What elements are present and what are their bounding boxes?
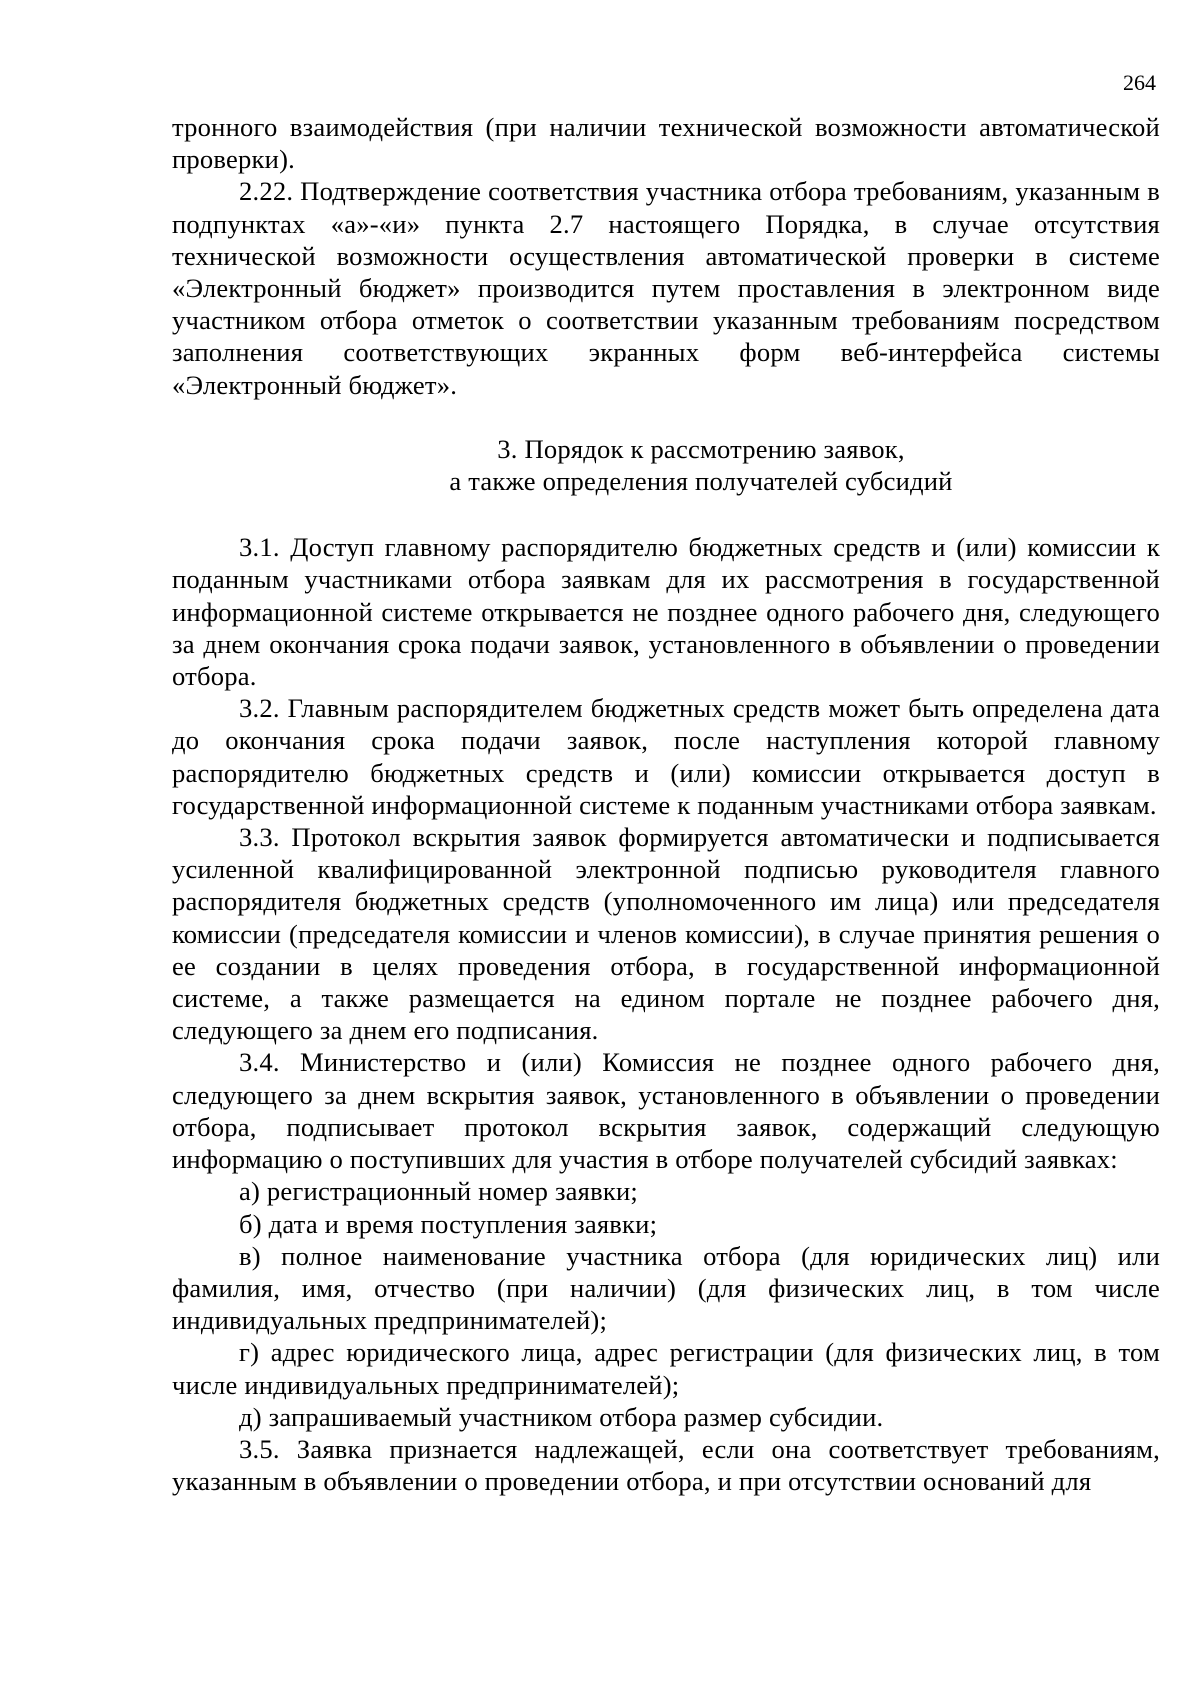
- section-heading-line-2: а также определения получателей субсидий: [449, 466, 953, 497]
- section-heading-line-1: 3. Порядок к рассмотрению заявок,: [497, 433, 905, 464]
- paragraph-2-22: 2.22. Подтверждение соответствия участника отбора требованиям, указанным в подпунктах «а»-«и» пункта 2.7 настоящего Порядка, в случае отсутствия технической возможности осуществления автоматической проверки в системе «Электронный бюджет» производится путем проставления в электронном виде участником отбора отметок о соответствии указанным требованиям посредством заполнения соответствующих экранных форм веб-интерфейса системы «Электронный бюджет».: [172, 176, 1160, 400]
- section-heading: [172, 433, 1160, 497]
- list-item-d: д) запрашиваемый участником отбора размер субсидии.: [239, 1401, 884, 1432]
- paragraph-3-5: 3.5. Заявка признается надлежащей, если она соответствует требованиям, указанным в объявлении о проведении отбора, и при отсутствии оснований для: [172, 1433, 1160, 1497]
- paragraph-3-2: 3.2. Главным распорядителем бюджетных средств может быть определена дата до окончания срока подачи заявок, после наступления которой главному распорядителю бюджетных средств и (или) комиссии открывается доступ в государственной информационной системе к поданным участниками отбора заявкам.: [172, 693, 1160, 820]
- paragraph-3-4: 3.4. Министерство и (или) Комиссия не позднее одного рабочего дня, следующего за днем вскрытия заявок, установленного в объявлении о проведении отбора, подписывает протокол вскрытия заявок, содержащий следующую информацию о поступивших для участия в отборе получателей субсидий заявках:: [172, 1047, 1160, 1175]
- list-item-b: б) дата и время поступления заявки;: [239, 1208, 658, 1239]
- list-item-g: г) адрес юридического лица, адрес регистрации (для физических лиц, в том числе индивидуальных предпринимателей);: [172, 1337, 1160, 1400]
- document-body: [172, 111, 1160, 1497]
- list-item-v: в) полное наименование участника отбора (для юридических лиц) или фамилия, имя, отчество (при наличии) (для физических лиц, в том числе индивидуальных предпринимателей);: [172, 1240, 1160, 1336]
- list-item-a: а) регистрационный номер заявки;: [239, 1176, 639, 1207]
- page-number: 264: [1123, 70, 1156, 95]
- paragraph-3-3: 3.3. Протокол вскрытия заявок формируется автоматически и подписывается усиленной квалифицированной электронной подписью руководителя главного распорядителя бюджетных средств (уполномоченного им лица) или председателя комиссии (председателя комиссии и членов комиссии), в случае принятия решения о ее создании в целях проведения отбора, в государственной информационной системе, а также размещается на едином портале не позднее рабочего дня, следующего за днем его подписания.: [172, 822, 1160, 1046]
- paragraph-3-1: 3.1. Доступ главному распорядителю бюджетных средств и (или) комиссии к поданным участниками отбора заявкам для их рассмотрения в государственной информационной системе открывается не позднее одного рабочего дня, следующего за днем окончания срока подачи заявок, установленного в объявлении о проведении отбора.: [172, 532, 1160, 692]
- paragraph-continuation: тронного взаимодействия (при наличии технической возможности автоматической проверки).: [172, 112, 1160, 175]
